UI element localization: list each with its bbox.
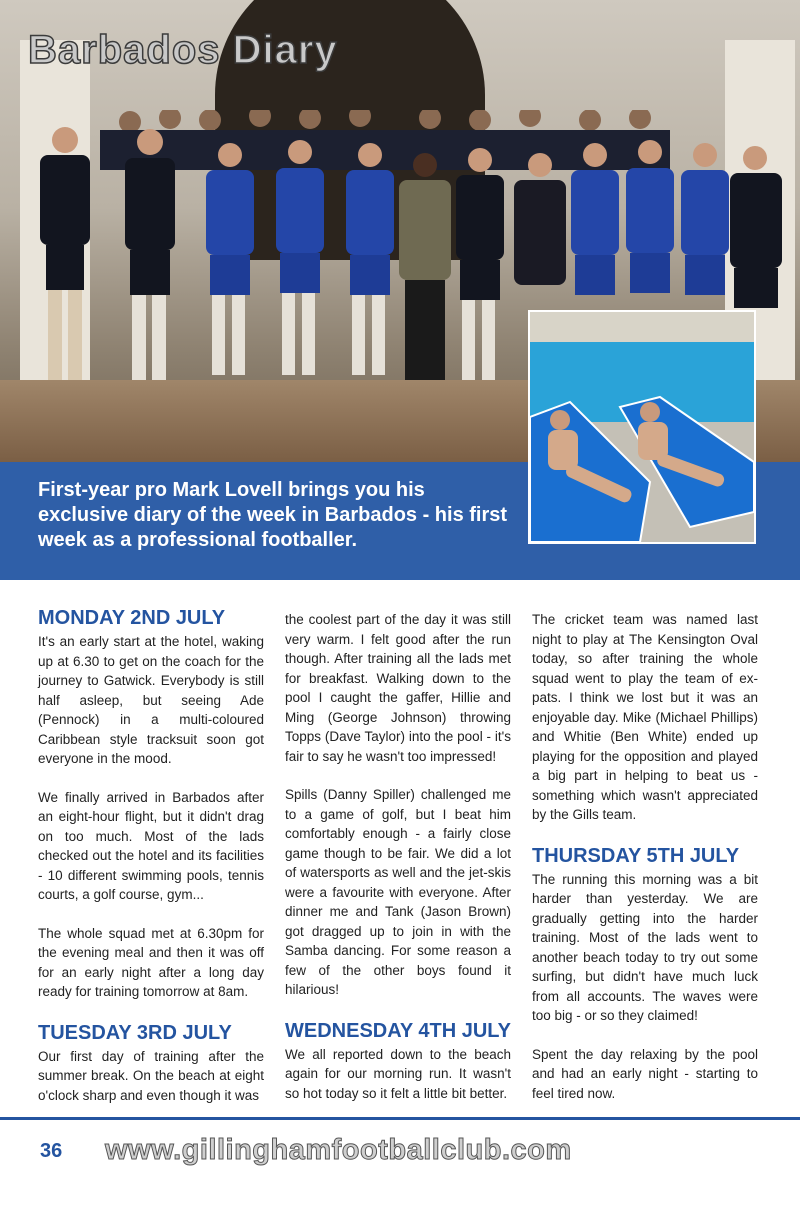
section-heading-tuesday: TUESDAY 3RD JULY: [38, 1021, 232, 1044]
section-heading-wednesday: WEDNESDAY 4TH JULY: [285, 1019, 511, 1042]
page-title: Barbados Diary: [28, 28, 338, 72]
club-website-url: www.gillinghamfootballclub.com: [105, 1134, 572, 1166]
section-heading-monday: MONDAY 2ND JULY: [38, 607, 226, 629]
intro-text: First-year pro Mark Lovell brings you his exclusive diary of the week in Barbados - his first week as a professional footballer.: [38, 479, 508, 551]
paragraph: the coolest part of the day it was still very warm. I felt good after the run though. After training all the lads met for breakfast. Walking down to the pool I caught the gaffer, Hillie and Ming (George Johnson) throwing Topps (Dave Taylor) into the pool - it's fair to say he wasn't too impressed!: [285, 612, 511, 764]
paragraph: It's an early start at the hotel, waking up at 6.30 to get on the coach for the journey to Gatwick. Everybody is still half asleep, but seeing Ade (Pennock) in a multi-coloured Caribbean style tracksuit soon got everyone in the mood.: [38, 634, 264, 766]
paragraph: We all reported down to the beach again for our morning run. It wasn't so hot today so it felt a little bit better.: [285, 1046, 511, 1101]
column-3: [532, 610, 758, 1122]
column-2: [285, 610, 511, 1122]
paragraph: Spills (Danny Spiller) challenged me to a game of golf, but I beat him comfortably enough - a fairly close game though to be fair. We did a lot of watersports as well and the jet-skis were a favourite with everyone. After dinner me and Tank (Jason Brown) got dragged up to join in with the Samba dancing. For some reason a few of the other boys found it hilarious!: [285, 787, 511, 997]
paragraph: Our first day of training after the summer break. On the beach at eight o'clock sharp and even though it was: [38, 1048, 264, 1103]
page-number: 36: [40, 1140, 63, 1162]
pool-scene: [530, 312, 754, 542]
column-1: [38, 606, 264, 1124]
paragraph: The cricket team was named last night to play at The Kensington Oval today, so after training the whole squad went to play the team of ex-pats. I think we lost but it was an enjoyable day. Mike (Michael Phillips) and Whitie (Ben White) ended up playing for the opposition and played a big part in helping to beat us - something which wasn't appreciated by the Gills team.: [532, 612, 758, 822]
section-heading-thursday: THURSDAY 5TH JULY: [532, 844, 740, 867]
paragraph: We finally arrived in Barbados after an eight-hour flight, but it didn't drag on too much. Most of the lads checked out the hotel and its facilities - 10 different swimming pools, tennis courts, a golf course, gym...: [38, 789, 264, 902]
paragraph: The running this morning was a bit harder than yesterday. We are gradually getting into the harder training. Most of the lads went to another beach today to try out some surfing, but didn't have much luck from all accounts. The waves were too big - or so they claimed!: [532, 871, 758, 1023]
paragraph: The whole squad met at 6.30pm for the evening meal and then it was off for an early night after a long day ready for training tomorrow at 8am.: [38, 925, 264, 999]
paragraph: Spent the day relaxing by the pool and had an early night - starting to feel tired now.: [532, 1046, 758, 1101]
footer-rule: [0, 1117, 800, 1120]
pool-photo: [528, 310, 756, 544]
